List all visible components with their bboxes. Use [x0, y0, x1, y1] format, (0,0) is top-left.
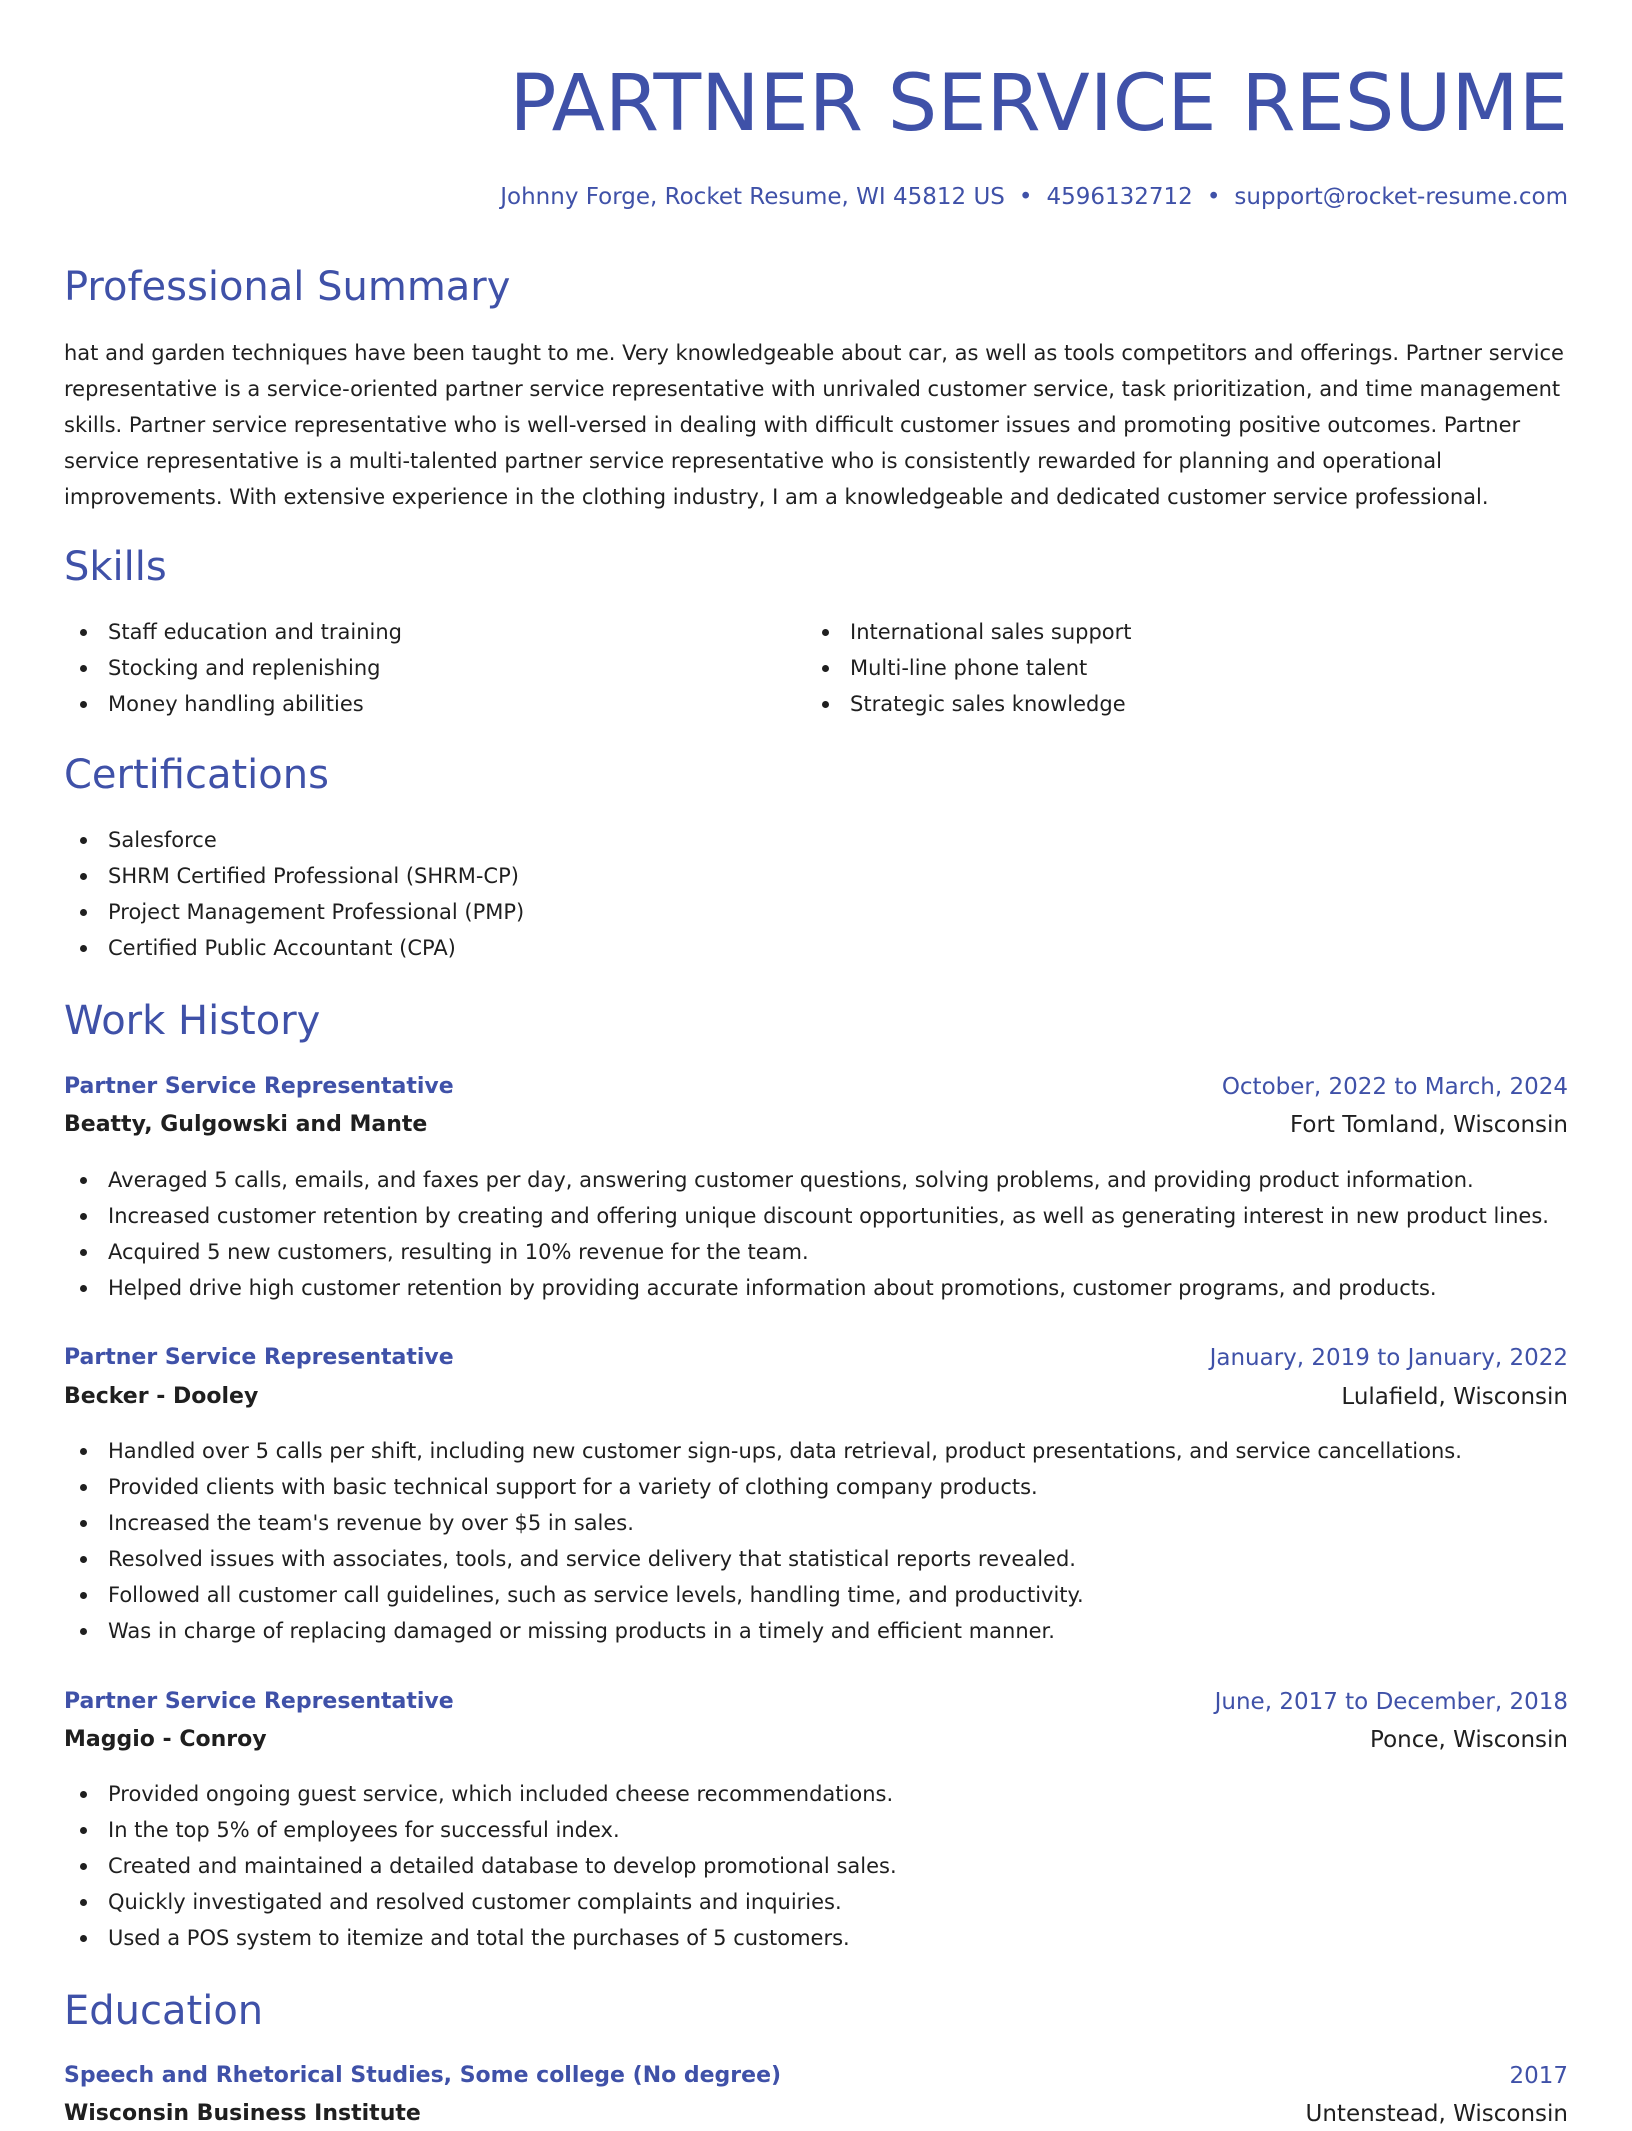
list-item: Strategic sales knowledge — [806, 686, 1132, 722]
list-item: Certified Public Accountant (CPA) — [64, 930, 524, 966]
list-item: Used a POS system to itemize and total the purchases of 5 customers. — [64, 1920, 897, 1956]
resume-title: PARTNER SERVICE RESUME — [509, 59, 1568, 149]
list-item: Provided clients with basic technical support for a variety of clothing company products. — [64, 1469, 1462, 1505]
list-item: In the top 5% of employees for successful index. — [64, 1812, 897, 1848]
list-item: Resolved issues with associates, tools, and service delivery that statistical reports revealed. — [64, 1541, 1462, 1577]
education-school: Wisconsin Business Institute — [64, 2101, 421, 2126]
list-item: Created and maintained a detailed database to develop promotional sales. — [64, 1848, 897, 1884]
list-item: Averaged 5 calls, emails, and faxes per day, answering customer questions, solving problems, and providing product information. — [64, 1162, 1549, 1198]
list-item: Increased the team's revenue by over $5 in sales. — [64, 1505, 1462, 1541]
list-item: Provided ongoing guest service, which included cheese recommendations. — [64, 1776, 897, 1812]
list-item: Staff education and training — [64, 614, 402, 650]
education-degree: Speech and Rhetorical Studies, Some college (No degree) — [64, 2063, 782, 2088]
job-dates: June, 2017 to December, 2018 — [1214, 1689, 1568, 1715]
education-heading: Education — [64, 1988, 264, 2034]
list-item: Stocking and replenishing — [64, 650, 402, 686]
summary-text: hat and garden techniques have been taught to me. Very knowledgeable about car, as well as tools competitors and offerings. Partner service representative is a service-oriented partner service representative with unrivaled customer service, task prioritization, and time management skills. Partner service representative who is well-versed in dealing with difficult customer issues and promoting positive outcomes. Partner service representative is a multi-talented partner service representative who is consistently rewarded for planning and operational improvements. With extensive experience in the clothing industry, I am a knowledgeable and dedicated customer service professional. — [64, 341, 1564, 509]
job-title: Partner Service Representative — [64, 1689, 454, 1714]
job-bullets — [64, 1162, 1549, 1306]
job-location: Fort Tomland, Wisconsin — [1289, 1112, 1568, 1138]
job-bullets — [64, 1433, 1462, 1649]
skills-list-right — [806, 614, 1132, 722]
summary-heading: Professional Summary — [64, 264, 511, 310]
job-company: Becker - Dooley — [64, 1384, 259, 1409]
job-bullets — [64, 1776, 897, 1956]
work-history-heading: Work History — [64, 998, 321, 1044]
contact-address: Johnny Forge, Rocket Resume, WI 45812 US — [500, 184, 1005, 210]
job-dates: October, 2022 to March, 2024 — [1221, 1074, 1568, 1100]
list-item: Followed all customer call guidelines, such as service levels, handling time, and productivity. — [64, 1577, 1462, 1613]
list-item: Acquired 5 new customers, resulting in 10% revenue for the team. — [64, 1234, 1549, 1270]
list-item: Project Management Professional (PMP) — [64, 894, 524, 930]
skills-list-left — [64, 614, 402, 722]
certifications-list — [64, 822, 524, 966]
contact-separator: • — [1018, 184, 1033, 210]
contact-phone: 4596132712 — [1046, 184, 1193, 210]
education-location: Untenstead, Wisconsin — [1305, 2101, 1568, 2127]
job-company: Beatty, Gulgowski and Mante — [64, 1112, 428, 1137]
list-item: Was in charge of replacing damaged or missing products in a timely and efficient manner. — [64, 1613, 1462, 1649]
certifications-heading: Certifications — [64, 752, 329, 798]
job-company: Maggio - Conroy — [64, 1727, 267, 1752]
list-item: Helped drive high customer retention by providing accurate information about promotions, customer programs, and products. — [64, 1270, 1549, 1306]
job-location: Lulafield, Wisconsin — [1341, 1384, 1568, 1410]
list-item: International sales support — [806, 614, 1132, 650]
skills-heading: Skills — [64, 544, 167, 590]
list-item: Increased customer retention by creating and offering unique discount opportunities, as well as generating interest in new product lines. — [64, 1198, 1549, 1234]
job-title: Partner Service Representative — [64, 1345, 454, 1370]
job-dates: January, 2019 to January, 2022 — [1209, 1345, 1568, 1371]
contact-email[interactable]: support@rocket-resume.com — [1234, 184, 1568, 210]
job-title: Partner Service Representative — [64, 1074, 454, 1099]
education-year: 2017 — [1509, 2063, 1568, 2089]
list-item: Money handling abilities — [64, 686, 402, 722]
job-location: Ponce, Wisconsin — [1370, 1727, 1568, 1753]
list-item: Quickly investigated and resolved customer complaints and inquiries. — [64, 1884, 897, 1920]
contact-separator: • — [1206, 184, 1221, 210]
list-item: Multi-line phone talent — [806, 650, 1132, 686]
list-item: Salesforce — [64, 822, 524, 858]
list-item: Handled over 5 calls per shift, including new customer sign-ups, data retrieval, product presentations, and service cancellations. — [64, 1433, 1462, 1469]
contact-line — [500, 180, 1568, 214]
list-item: SHRM Certified Professional (SHRM-CP) — [64, 858, 524, 894]
